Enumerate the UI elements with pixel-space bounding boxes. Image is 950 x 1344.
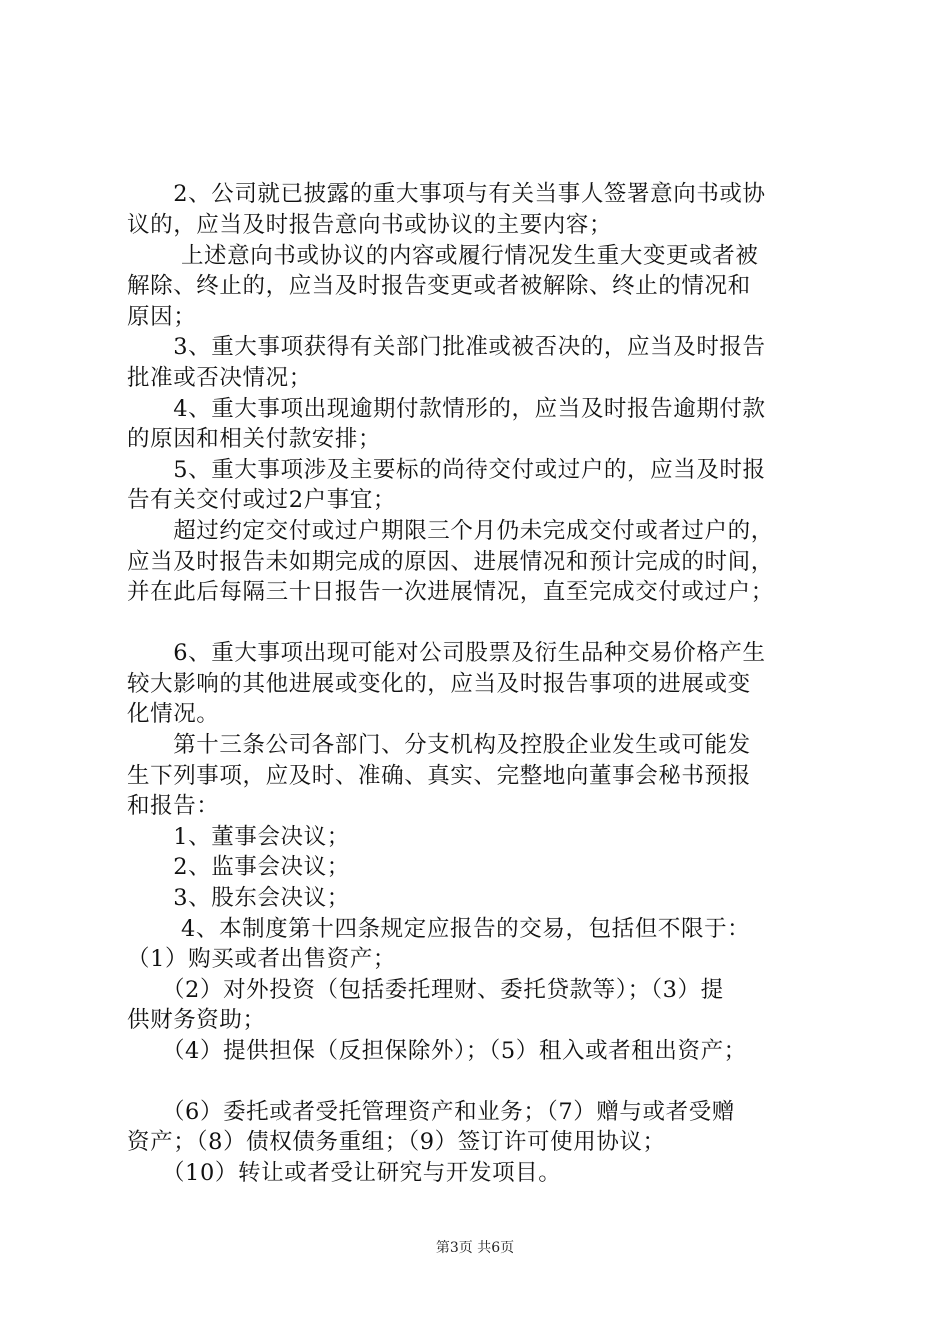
text-line: 5、重大事项涉及主要标的尚待交付或过户的，应当及时报 — [127, 457, 766, 483]
text-line: 6、重大事项出现可能对公司股票及衍生品种交易价格产生 — [127, 640, 766, 666]
text-line: 和报告： — [127, 793, 220, 819]
text-line: 供财务资助； — [127, 1007, 266, 1033]
text-line: 4、重大事项出现逾期付款情形的，应当及时报告逾期付款 — [127, 396, 766, 422]
text-line: 解除、终止的，应当及时报告变更或者被解除、终止的情况和 — [127, 273, 751, 299]
text-line: 2、监事会决议； — [127, 854, 350, 880]
text-line: 化情况。 — [127, 701, 220, 727]
text-line: 1、董事会决议； — [127, 824, 350, 850]
text-line: 3、股东会决议； — [127, 885, 350, 911]
text-line: 原因； — [127, 304, 197, 330]
text-line: 资产；（8）债权债务重组；（9）签订许可使用协议； — [127, 1129, 666, 1155]
text-line: 生下列事项，应及时、准确、真实、完整地向董事会秘书预报 — [127, 763, 751, 789]
text-line: 的原因和相关付款安排； — [127, 426, 382, 452]
page-number-footer: 第3页 共6页 — [435, 1240, 515, 1256]
text-line: （1）购买或者出售资产； — [127, 946, 397, 972]
text-line: 较大影响的其他进展或变化的，应当及时报告事项的进展或变 — [127, 671, 751, 697]
text-line: 2、公司就已披露的重大事项与有关当事人签署意向书或协 — [127, 181, 766, 207]
text-line: （2）对外投资（包括委托理财、委托贷款等）；（3）提 — [127, 977, 724, 1003]
text-line: 并在此后每隔三十日报告一次进展情况，直至完成交付或过户； — [127, 579, 774, 605]
text-line: 告有关交付或过2户事宜； — [127, 487, 397, 513]
text-line: 批准或否决情况； — [127, 365, 312, 391]
text-line: （10）转让或者受让研究与开发项目。 — [127, 1160, 562, 1186]
text-line: 超过约定交付或过户期限三个月仍未完成交付或者过户的， — [127, 518, 774, 544]
text-line: 上述意向书或协议的内容或履行情况发生重大变更或者被 — [127, 243, 759, 269]
text-line: 议的，应当及时报告意向书或协议的主要内容； — [127, 212, 613, 238]
text-line: （4）提供担保（反担保除外）；（5）租入或者租出资产； — [127, 1038, 747, 1064]
text-line: 4、本制度第十四条规定应报告的交易，包括但不限于： — [127, 916, 751, 942]
text-line: （6）委托或者受托管理资产和业务；（7）赠与或者受赠 — [127, 1099, 735, 1125]
text-line: 3、重大事项获得有关部门批准或被否决的，应当及时报告 — [127, 334, 766, 360]
text-line: 应当及时报告未如期完成的原因、进展情况和预计完成的时间， — [127, 549, 774, 575]
text-line: 第十三条公司各部门、分支机构及控股企业发生或可能发 — [127, 732, 751, 758]
